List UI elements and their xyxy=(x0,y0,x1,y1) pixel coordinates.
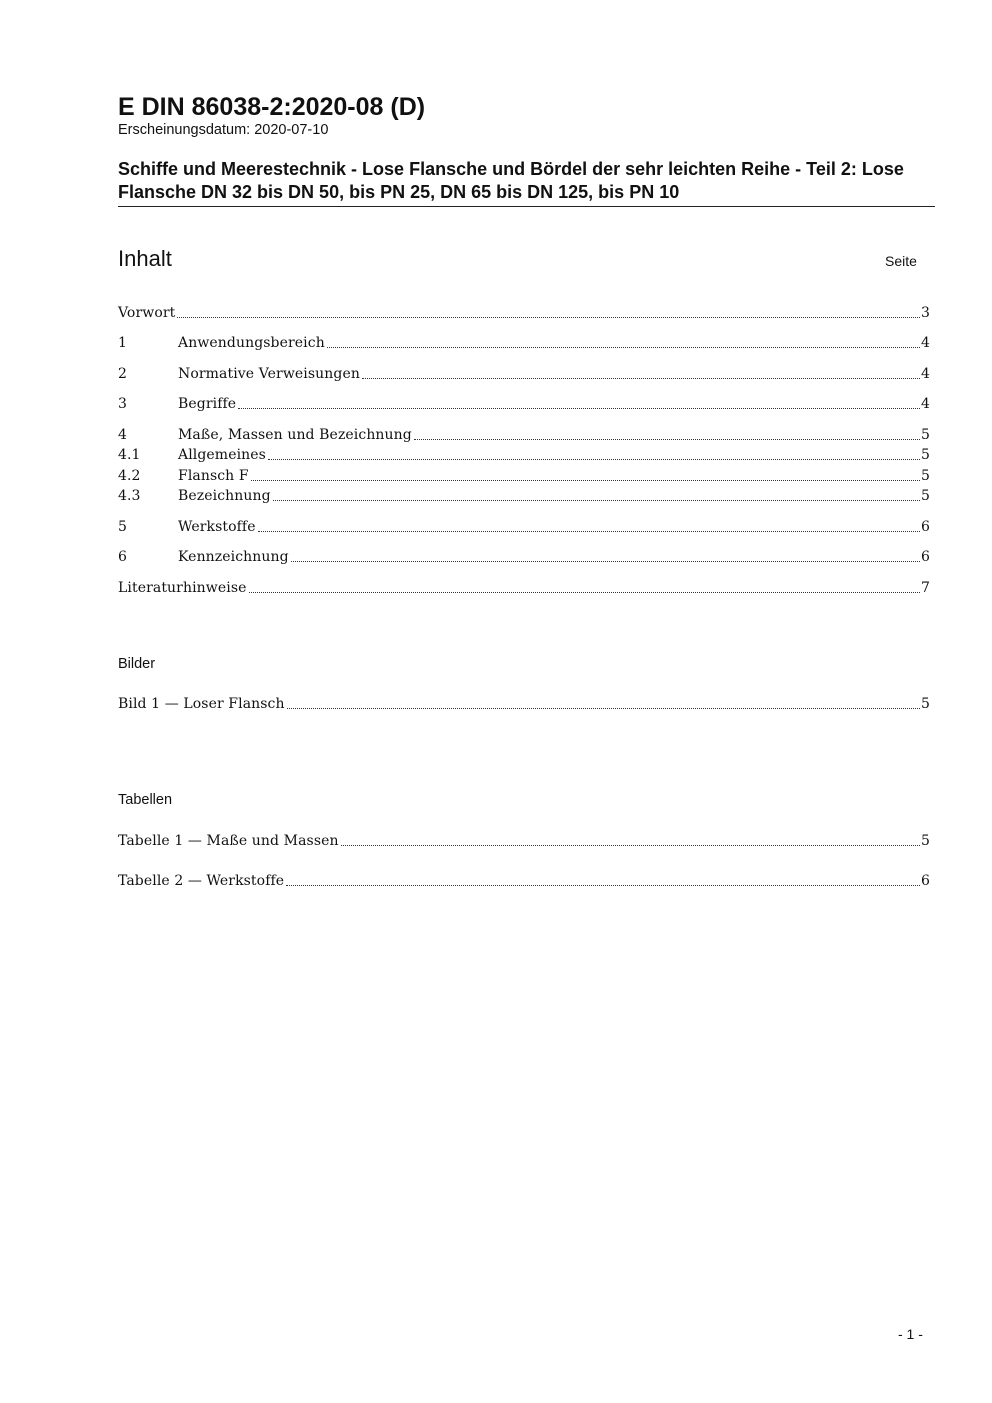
toc-leader-dots xyxy=(362,377,920,379)
toc-entry-label: Literaturhinweise xyxy=(118,580,247,596)
toc-entry-number: 4.1 xyxy=(118,447,141,463)
toc-entry-anwendungsbereich[interactable] xyxy=(118,332,930,352)
toc-entry-label: Kennzeichnung xyxy=(178,549,289,565)
toc-entry-bezeichnung[interactable] xyxy=(118,485,930,505)
figures-heading: Bilder xyxy=(118,656,156,672)
toc-entry-page: 6 xyxy=(920,519,930,535)
toc-entry-page: 5 xyxy=(920,427,930,443)
toc-leader-dots xyxy=(249,591,920,593)
toc-leader-dots xyxy=(287,707,920,709)
toc-entry-page: 7 xyxy=(920,580,930,596)
toc-leader-dots xyxy=(251,479,920,481)
table-entry-tabelle-2[interactable] xyxy=(118,870,930,890)
toc-entry-number: 2 xyxy=(118,366,128,382)
toc-entry-label: Maße, Massen und Bezeichnung xyxy=(178,427,412,443)
toc-leader-dots xyxy=(327,346,920,348)
toc-entry-label: Bezeichnung xyxy=(178,488,271,504)
table-entry-page: 5 xyxy=(920,833,930,849)
figure-entry-page: 5 xyxy=(920,696,930,712)
toc-leader-dots xyxy=(341,844,920,846)
toc-entry-number: 4 xyxy=(118,427,128,443)
toc-entry-page: 4 xyxy=(920,366,930,382)
toc-leader-dots xyxy=(286,884,920,886)
figure-entry-bild-1[interactable] xyxy=(118,693,930,713)
page-number: - 1 - xyxy=(898,1326,923,1342)
toc-entry-label: Normative Verweisungen xyxy=(178,366,360,382)
toc-entry-werkstoffe[interactable] xyxy=(118,516,930,536)
table-entry-page: 6 xyxy=(920,873,930,889)
toc-entry-number: 5 xyxy=(118,519,128,535)
toc-entry-number: 4.3 xyxy=(118,488,141,504)
toc-entry-page: 5 xyxy=(920,488,930,504)
toc-entry-number: 6 xyxy=(118,549,128,565)
toc-leader-dots xyxy=(273,499,920,501)
document-id: E DIN 86038-2:2020-08 (D) xyxy=(118,93,426,121)
toc-entry-normative-verweisungen[interactable] xyxy=(118,363,930,383)
toc-entry-label: Werkstoffe xyxy=(178,519,256,535)
toc-entry-label: Flansch F xyxy=(178,468,249,484)
toc-entry-label: Anwendungsbereich xyxy=(178,335,325,351)
toc-entry-label: Vorwort xyxy=(118,305,176,321)
toc-leader-dots xyxy=(414,438,920,440)
toc-leader-dots xyxy=(258,530,920,532)
toc-entry-page: 6 xyxy=(920,549,930,565)
title-divider xyxy=(118,206,935,207)
toc-leader-dots xyxy=(238,407,920,409)
toc-entry-begriffe[interactable] xyxy=(118,393,930,413)
table-entry-tabelle-1[interactable] xyxy=(118,830,930,850)
toc-entry-number: 3 xyxy=(118,396,128,412)
toc-entry-page: 4 xyxy=(920,396,930,412)
figure-entry-label: Bild 1 — Loser Flansch xyxy=(118,696,285,712)
toc-entry-page: 4 xyxy=(920,335,930,351)
toc-entry-allgemeines[interactable] xyxy=(118,444,930,464)
toc-page-column-label: Seite xyxy=(885,253,917,269)
toc-entry-flansch-f[interactable] xyxy=(118,465,930,485)
toc-entry-number: 4.2 xyxy=(118,468,141,484)
toc-entry-literaturhinweise[interactable] xyxy=(118,577,930,597)
toc-entry-label: Allgemeines xyxy=(178,447,266,463)
toc-entry-page: 5 xyxy=(920,468,930,484)
table-entry-label: Tabelle 1 — Maße und Massen xyxy=(118,833,339,849)
toc-entry-number: 1 xyxy=(118,335,128,351)
table-entry-label: Tabelle 2 — Werkstoffe xyxy=(118,873,285,889)
toc-entry-page: 5 xyxy=(920,447,930,463)
tables-heading: Tabellen xyxy=(118,792,173,808)
toc-leader-dots xyxy=(268,458,920,460)
toc-entry-label: Begriffe xyxy=(178,396,237,412)
toc-heading: Inhalt xyxy=(118,246,172,271)
publication-date: Erscheinungsdatum: 2020-07-10 xyxy=(118,122,329,138)
toc-entry-vorwort[interactable] xyxy=(118,302,930,322)
toc-entry-page: 3 xyxy=(920,305,930,321)
toc-leader-dots xyxy=(177,316,920,318)
toc-entry-masse-massen[interactable] xyxy=(118,424,930,444)
toc-entry-kennzeichnung[interactable] xyxy=(118,546,930,566)
toc-leader-dots xyxy=(291,560,920,562)
document-title: Schiffe und Meerestechnik - Lose Flansche und Bördel der sehr leichten Reihe - Teil 2: Lose Flansche DN 32 bis DN 50, bis PN 25, DN 65 bis DN 125, bis PN 10 xyxy=(118,159,904,202)
